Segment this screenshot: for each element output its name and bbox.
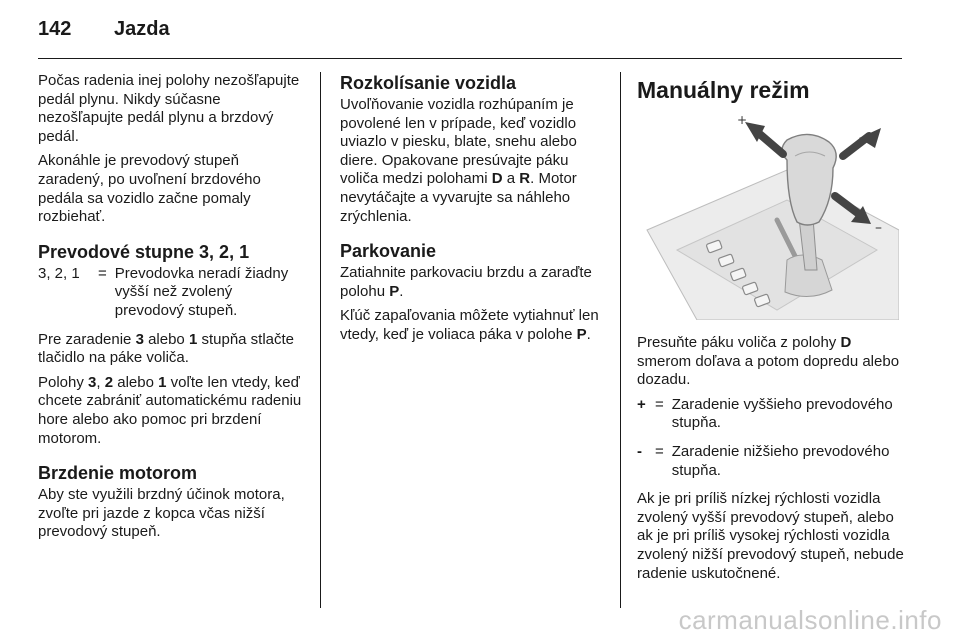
paragraph (340, 307, 602, 344)
paragraph: Ak je pri príliš nízkej rýchlosti vozidla zvolený vyšší prevodový stupeň, alebo ak je pri príliš vysokej rýchlosti vozidla zvolený nižší prevodový stupeň, nebude radenie uskutočnené. (637, 490, 904, 582)
bold-run: D (840, 334, 852, 351)
text-run: stupňa stlačte tlačidlo na páke voliča. (38, 330, 295, 367)
text-run: Pre zaradenie (38, 330, 136, 348)
bold-run: P (576, 325, 587, 343)
column-divider-2 (620, 72, 621, 608)
definition-equals: = (98, 264, 107, 282)
bold-run: 2 (104, 373, 114, 391)
definition-description: Prevodovka neradí žiadny vyšší než zvolený prevodový stupeň. (114, 264, 289, 319)
text-run: voľte len vtedy, keď chcete zabrániť automatickému radeniu hore alebo ako pomoc pri brzdení motorom. (38, 373, 302, 447)
paragraph (340, 96, 602, 226)
paragraph (637, 334, 905, 390)
bold-run: 3 (135, 330, 144, 348)
page-number: 142 (38, 18, 72, 40)
paragraph: Aby ste využili brzdný účinok motora, zvoľte pri jazde z kopca včas nižší prevodový stupeň. (38, 486, 285, 541)
bold-run: D (491, 170, 503, 188)
header-rule (38, 58, 902, 59)
text-run: . (586, 325, 591, 343)
definition-description: Zaradenie nižšieho prevodového stupňa. (671, 442, 890, 479)
gear-selector-illustration (637, 110, 899, 320)
section-heading-rocking: Rozkolísanie vozidla (340, 73, 517, 93)
paragraph: Akonáhle je prevodový stupeň zaradený, po uvoľnení brzdového pedála sa vozidlo začne pomaly rozbiehať. (38, 152, 261, 226)
section-heading-parking: Parkovanie (340, 241, 437, 262)
definition-term: 3, 2, 1 (38, 264, 80, 282)
running-title: Jazda (114, 18, 170, 40)
section-heading-engine-braking: Brzdenie motorom (38, 463, 198, 484)
svg-text:+: + (737, 113, 748, 127)
section-heading-manual-mode: Manuálny režim (637, 77, 810, 103)
definition-term: - (637, 442, 642, 460)
bold-run: 1 (158, 373, 167, 391)
text-run: Polohy (38, 373, 89, 391)
column-divider-1 (320, 72, 321, 608)
text-run: Uvoľňovanie vozidla rozhúpaním je povolené len v prípade, keď vozidlo uviazlo v piesku, blate, snehu alebo diere. Opakovane presúvajte páku voliča medzi polohami (340, 96, 577, 188)
text-run: alebo (113, 373, 159, 391)
gear-selector-icon (637, 110, 899, 320)
definition-row-minus (637, 443, 905, 480)
bold-run: 1 (188, 330, 198, 348)
watermark: carmanualsonline.info (678, 605, 942, 635)
definition-description: Zaradenie vyššieho prevodového stupňa. (671, 395, 893, 432)
definition-equals: = (655, 442, 664, 460)
svg-text:–: – (875, 220, 882, 236)
definition-equals: = (655, 395, 664, 413)
text-run: Presuňte páku voliča z polohy (637, 334, 841, 351)
paragraph (38, 374, 304, 448)
bold-run: R (519, 170, 531, 188)
page-header (38, 18, 900, 58)
text-run: , (96, 373, 105, 391)
text-run: . Motor nevytáčajte a vyvarujte sa náhleho zrýchlenia. (340, 170, 577, 225)
bold-run: 3 (88, 373, 97, 391)
text-run: smerom doľava a potom dopredu alebo dozadu. (637, 352, 900, 389)
section-heading-gears: Prevodové stupne 3, 2, 1 (38, 241, 250, 262)
paragraph (340, 264, 602, 301)
column-3 (637, 72, 905, 589)
text-run: . (399, 282, 404, 300)
paragraph (38, 331, 304, 368)
definition-row-plus (637, 396, 905, 433)
definition-term: + (637, 395, 646, 413)
paragraph: Počas radenia inej polohy nezošľapujte pedál plynu. Nikdy súčasne nezošľapujte pedál plynu a brzdový pedál. (38, 72, 300, 145)
definition-row (38, 265, 304, 321)
text-run: alebo (143, 330, 189, 348)
text-run: a (502, 170, 520, 188)
text-run: Zatiahnite parkovaciu brzdu a zaraďte polohu (340, 264, 592, 300)
bold-run: P (389, 282, 400, 300)
column-2 (340, 72, 602, 351)
text-run: Kľúč zapaľovania môžete vytiahnuť len vtedy, keď je voliaca páka v polohe (340, 307, 599, 343)
column-1 (38, 72, 304, 548)
